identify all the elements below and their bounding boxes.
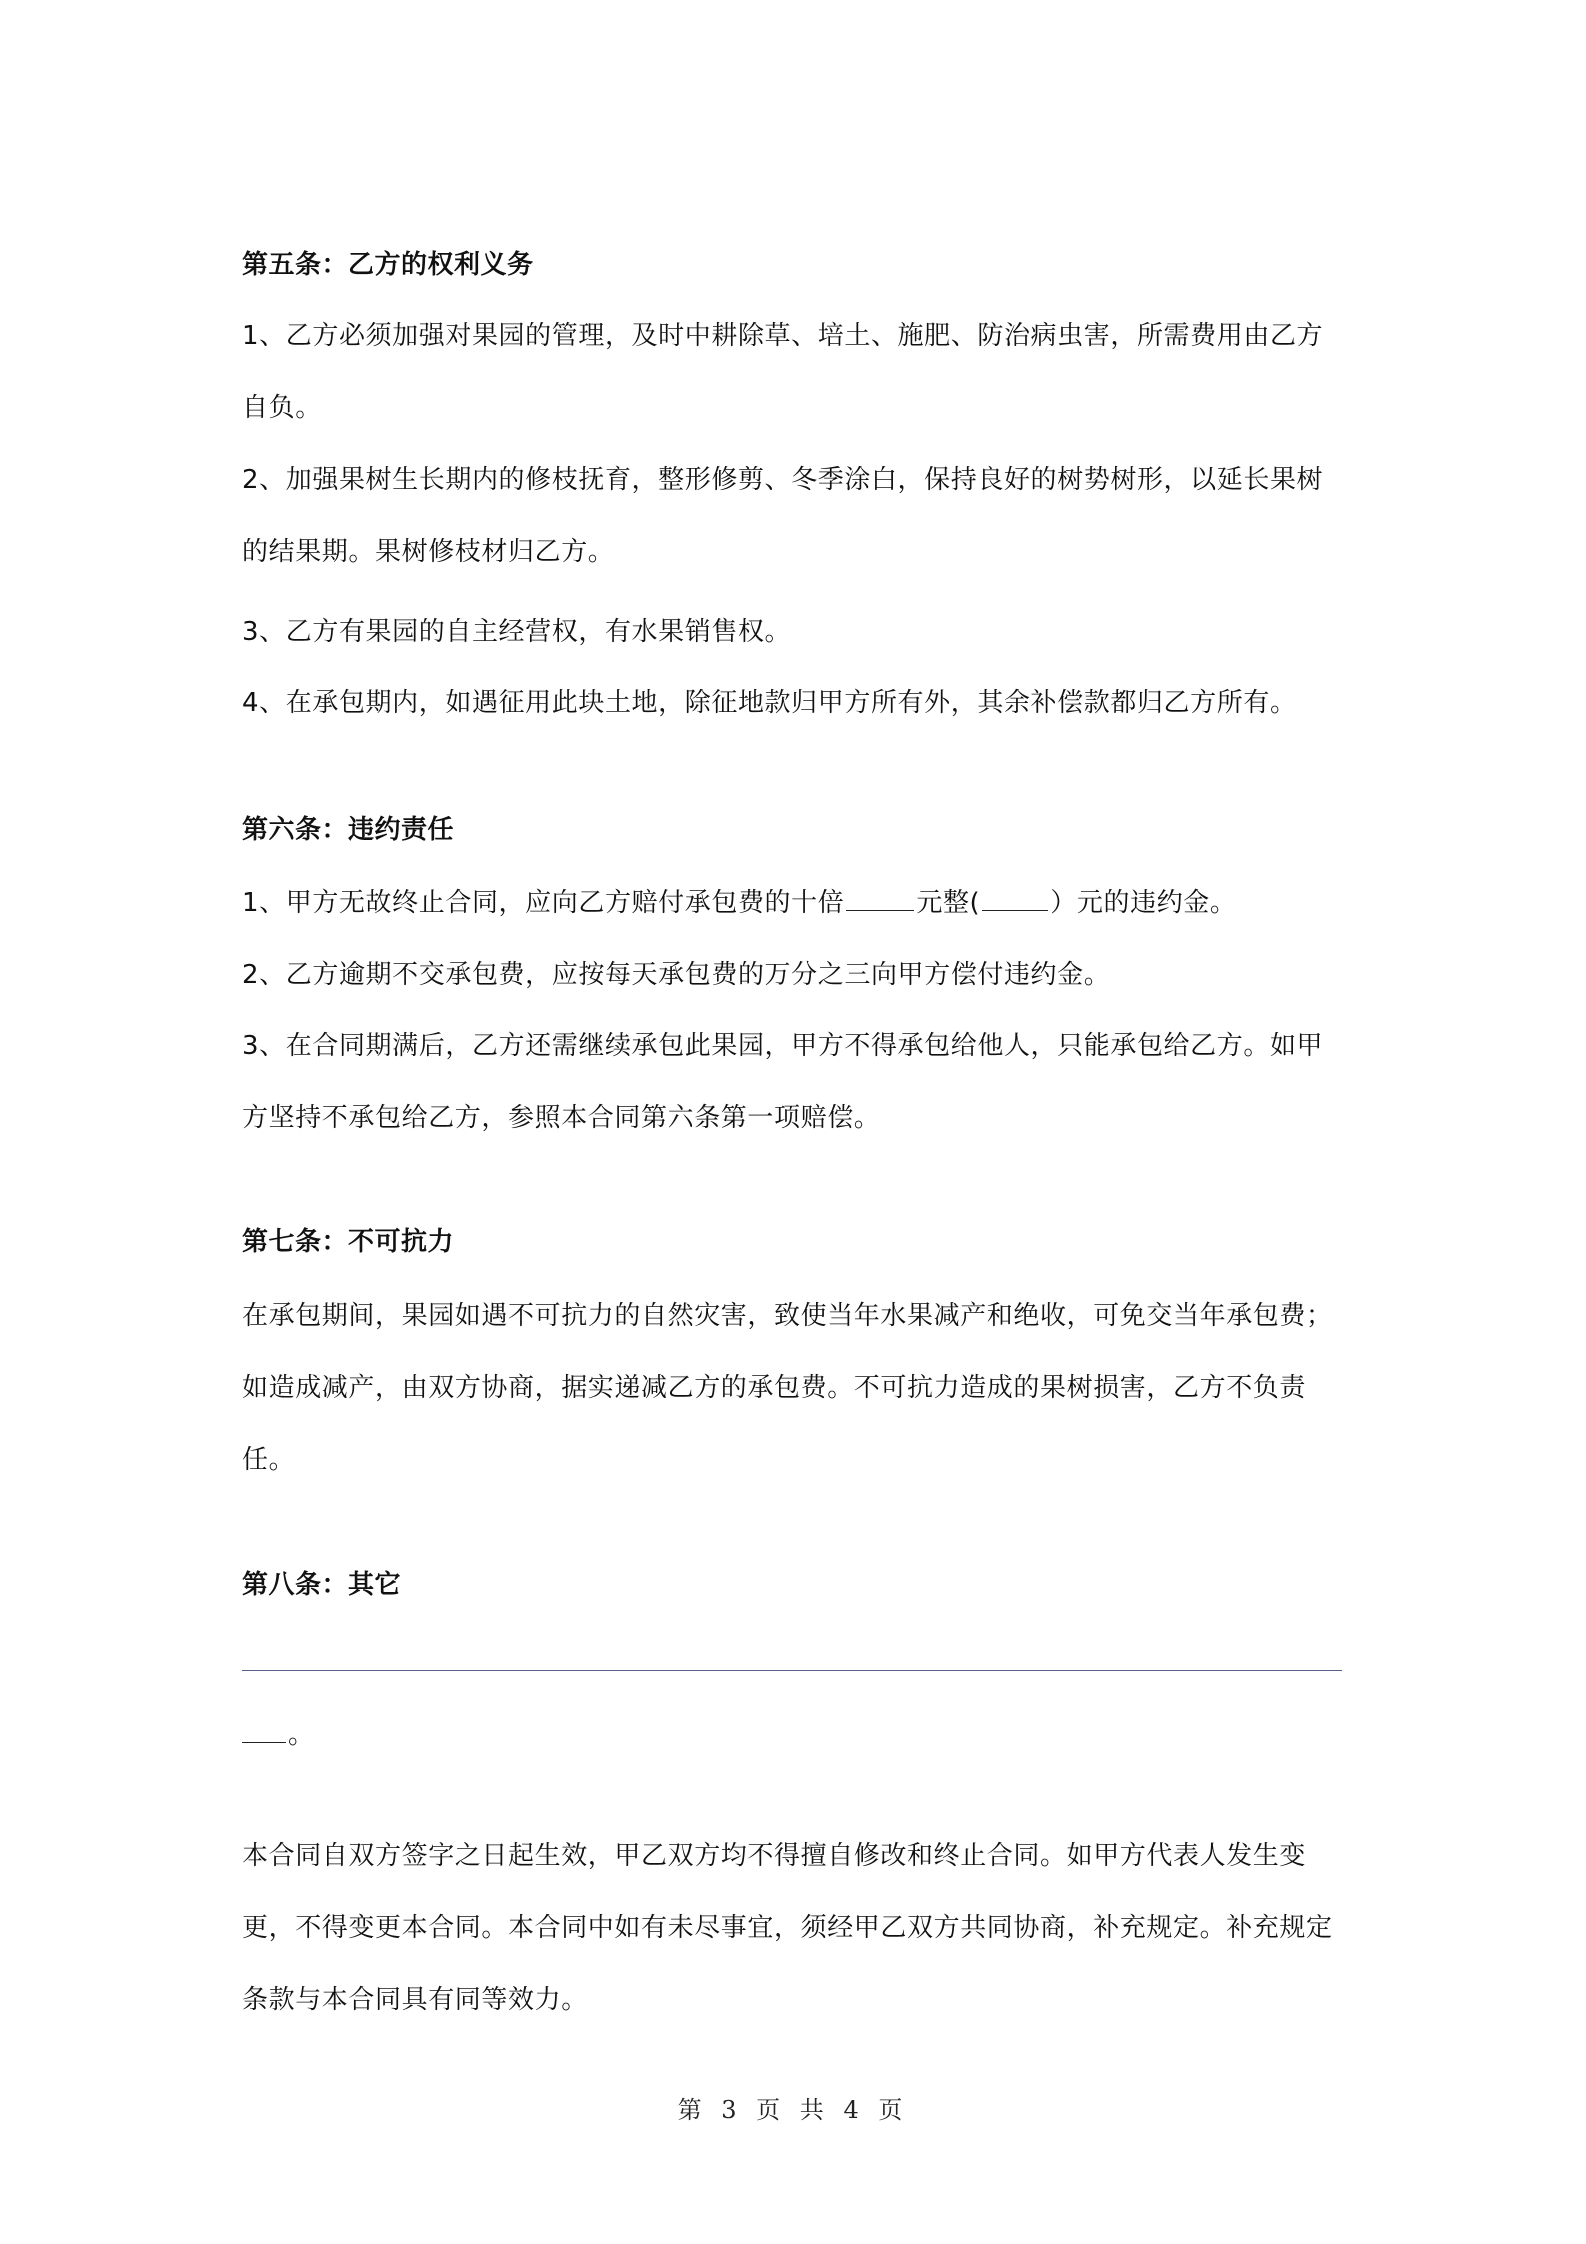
article-6-item-1-text-c: ）元的违约金。 xyxy=(1050,888,1237,918)
article-5-item-2: 2、加强果树生长期内的修枝抚育，整形修剪、冬季涂白，保持良好的树势树形，以延长果树的结果期。果树修枝材归乙方。 xyxy=(242,465,1324,567)
article-8-heading: 第八条：其它 xyxy=(242,1570,402,1600)
article-6-item-1-text-b: 元整( xyxy=(916,888,981,918)
article-5-item-1: 1、乙方必须加强对果园的管理，及时中耕除草、培土、施肥、防治病虫害，所需费用由乙方自负。 xyxy=(242,321,1324,423)
article-5-item-4: 4、在承包期内，如遇征用此块土地，除征地款归甲方所有外，其余补偿款都归乙方所有。 xyxy=(242,688,1297,718)
fill-in-line[interactable] xyxy=(242,1670,1342,1671)
closing-paragraph: 本合同自双方签字之日起生效，甲乙双方均不得擅自修改和终止合同。如甲方代表人发生变更，不得变更本合同。本合同中如有未尽事宜，须经甲乙双方共同协商，补充规定。补充规定条款与本合同具有同等效力。 xyxy=(242,1841,1333,2015)
article-6-item-1-text-a: 1、甲方无故终止合同，应向乙方赔付承包费的十倍 xyxy=(242,888,845,918)
article-6-item-3: 3、在合同期满后，乙方还需继续承包此果园，甲方不得承包给他人，只能承包给乙方。如甲方坚持不承包给乙方，参照本合同第六条第一项赔偿。 xyxy=(242,1031,1324,1133)
article-8-tail-period: 。 xyxy=(288,1720,315,1750)
article-7-body: 在承包期间，果园如遇不可抗力的自然灾害，致使当年水果减产和绝收，可免交当年承包费；如造成减产，由双方协商，据实递减乙方的承包费。不可抗力造成的果树损害，乙方不负责任。 xyxy=(242,1301,1333,1475)
article-6-heading: 第六条：违约责任 xyxy=(242,815,455,845)
article-7-heading: 第七条：不可抗力 xyxy=(242,1227,455,1257)
blank-other-terms-field[interactable] xyxy=(242,1716,286,1743)
blank-amount-uppercase-field[interactable] xyxy=(982,884,1048,911)
blank-amount-field[interactable] xyxy=(846,884,914,911)
article-5-heading: 第五条：乙方的权利义务 xyxy=(242,250,534,280)
article-6-item-1 xyxy=(242,883,1342,923)
page-number: 第 3 页 共 4 页 xyxy=(677,2096,909,2124)
article-5-item-3: 3、乙方有果园的自主经营权，有水果销售权。 xyxy=(242,617,792,647)
article-6-item-2: 2、乙方逾期不交承包费，应按每天承包费的万分之三向甲方偿付违约金。 xyxy=(242,960,1111,990)
article-8-tail xyxy=(242,1715,1342,1755)
